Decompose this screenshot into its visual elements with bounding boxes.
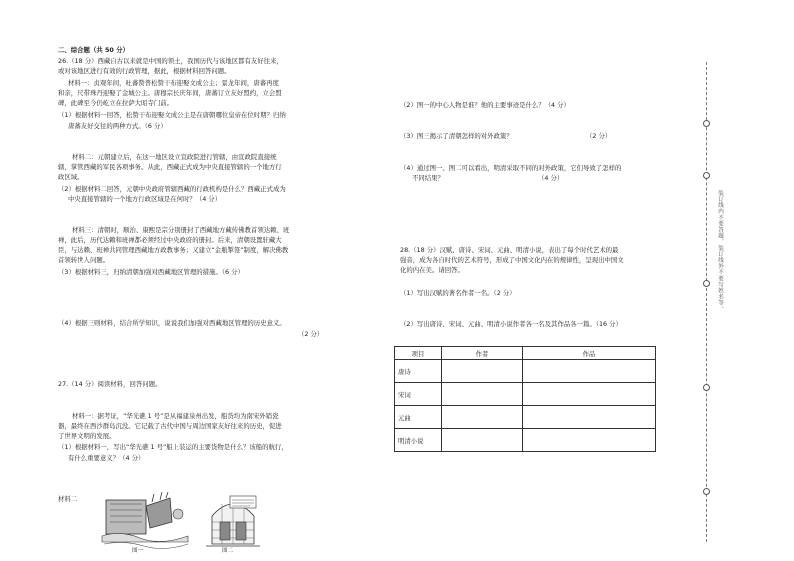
answer-cell-work[interactable] [523, 406, 656, 429]
q26-material3: 臣，与达赖、班禅共同管理西藏地方政教事务；又建立“金瓶掣签”制度，解决佛教 [58, 246, 289, 254]
q27-line: 材料一：据考证，“华光礁 1 号”是从福建泉州出发，船货均为南宋外销瓷 [72, 412, 279, 420]
row-label: 宋词 [395, 383, 442, 406]
q26-material3: 首领转世人问题。 [58, 256, 110, 264]
q26-sub4-score: （2 分） [298, 330, 324, 338]
q28-line: 强音，成为各自时代的艺术符号，形成了中国文化内在的规律性，呈现出中国文 [400, 256, 624, 264]
q27-sub4: （4）通过图一、图二可以看出，明清采取不同的对外政策，它们导致了怎样的 [400, 164, 622, 172]
q26-sub1: 唐蕃友好交往的两种方式。（6 分） [68, 122, 167, 130]
table-header: 作品 [523, 347, 656, 360]
table-header: 项目 [395, 347, 442, 360]
q26-material2: 政区域。 [58, 173, 84, 181]
binding-hole-icon [703, 488, 710, 495]
q27-material2-label: 材料二 [58, 495, 78, 503]
section-heading: 二、综合题（共 50 分） [58, 46, 129, 54]
q27-sub4: 不同结果？ [412, 174, 444, 182]
table-row [395, 406, 656, 429]
q27-line: 了世界文明的发展。 [58, 432, 116, 440]
binding-hole-icon [703, 120, 710, 127]
q26-sub4: （4）根据三则材料，结合所学知识，说说我们加强对西藏地区管理的历史意义。 [58, 319, 286, 327]
figure-2-caption: 图二 [222, 548, 234, 554]
figure-1-caption: 图一 [132, 548, 144, 554]
q27-sub2: （2）图一的中心人物是谁？他的主要事迹是什么？（4 分） [400, 101, 570, 109]
q28-line: 28.（18 分）汉赋、唐诗、宋词、元曲、明清小说，表出了每个时代艺术的最 [400, 246, 619, 254]
binding-hole-icon [703, 384, 710, 391]
q26-sub2: 中央直接管辖的一个地方行政区域是在何时？（4 分） [68, 195, 222, 203]
table-row [395, 360, 656, 383]
q27-sub3: （3）图三揭示了清朝怎样的对外政策？ [400, 132, 513, 140]
q27-sub1: 有什么重要意义？（4 分） [68, 454, 145, 462]
q26-sub1: （1）根据材料一回答，松赞干布迎娶文成公主是在唐朝哪位皇帝在位时期？归纳 [58, 111, 286, 119]
answer-cell-author[interactable] [442, 383, 523, 406]
q26-material3: 禅，此后，历代达赖和班禅都必须经过中央政府的册封。后来，清朝设置驻藏大 [58, 236, 282, 244]
table-row [395, 383, 656, 406]
q26-material2: 材料二：元朝建立后，在这一地区设立宣政院进行管辖，由宣政院直接统 [72, 153, 277, 161]
binding-notice: 装订线内不要答题，装订线外不要写姓名等。 [717, 190, 723, 312]
answer-cell-author[interactable] [442, 406, 523, 429]
q27-sub1: （1）根据材料一，写出“华光礁 1 号”船上装运的主要货物是什么？该船的航行， [58, 443, 288, 451]
q26-line: 或对该地区进行有效的行政管理，据此，根据材料回答问题。 [58, 67, 231, 75]
q26-material3: 材料三：清朝时，顺治、康熙是宗分别册封了西藏地方藏传佛教首领达赖、班 [72, 226, 290, 234]
table-header-row [395, 347, 656, 360]
q26-sub2: （2）根据材料二回答，元朝中央政府管辖西藏的行政机构是什么？西藏正式成为 [58, 185, 286, 193]
figure-2-illustration [204, 492, 262, 552]
q26-line: 和亲，尺带珠丹迎娶了金城公主。唐穆宗长庆年间，唐蕃订立友好盟约，立会盟 [58, 89, 282, 97]
q26-line: 材料一：贞观年间，吐蕃赞普松赞干布迎娶文成公主；景龙年间，唐蕃再度 [68, 79, 279, 87]
works-table [394, 346, 656, 452]
answer-cell-author[interactable] [442, 429, 523, 452]
q26-material2: 辖，掌管西藏的军民各项事务。从此，西藏正式成为中央直接管辖的一个地方行 [58, 163, 282, 171]
q27-sub4-score: （4 分） [538, 174, 564, 182]
table-header: 作者 [442, 347, 523, 360]
q27-line: 器，最终在西沙群岛沉没。它记载了古代中国与周边国家友好往来的历史，促进 [58, 422, 282, 430]
binding-hole-icon [703, 172, 710, 179]
figure-1-illustration [100, 492, 192, 552]
binding-hole-icon [703, 280, 710, 287]
binding-line [706, 62, 707, 542]
q27-sub3-score: （2 分） [586, 132, 612, 140]
row-label: 明清小说 [395, 429, 442, 452]
q26-sub3: （3）根据材料三，归纳清朝加强对西藏地区管理的措施。（6 分） [58, 268, 244, 276]
q28-sub1: （1）写出汉赋的著名作者一名。（2 分） [400, 289, 516, 297]
q27-line: 27.（14 分）阅读材料，回答问题。 [58, 380, 162, 388]
table-row [395, 429, 656, 452]
q28-line: 化的内在美。请回答。 [400, 266, 464, 274]
q28-sub2: （2）写出唐诗、宋词、元曲、明清小说作者各一名及其作品各一篇。（16 分） [400, 320, 622, 328]
q26-line: 碑，此碑至今仍屹立在拉萨大昭寺门前。 [58, 99, 174, 107]
row-label: 元曲 [395, 406, 442, 429]
row-label: 唐诗 [395, 360, 442, 383]
answer-cell-author[interactable] [442, 360, 523, 383]
answer-cell-work[interactable] [523, 360, 656, 383]
answer-cell-work[interactable] [523, 429, 656, 452]
answer-cell-work[interactable] [523, 383, 656, 406]
q26-line: 26.（18 分）西藏自古以来就是中国的领土，我国历代与该地区都有友好往来， [58, 57, 283, 65]
